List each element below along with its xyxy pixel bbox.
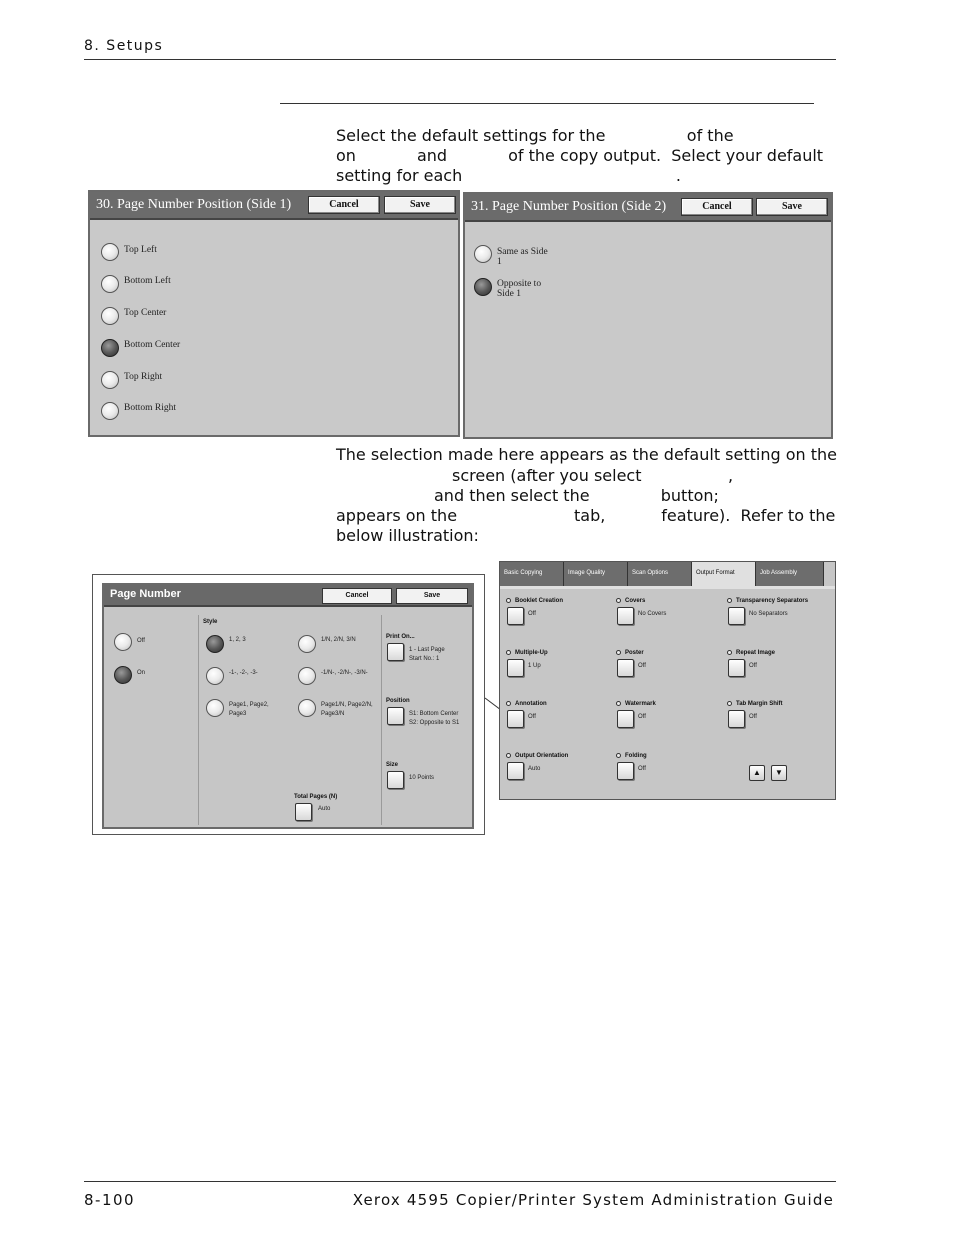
radio-style-5[interactable] (206, 699, 224, 717)
para2-line-3: and then select the button; (434, 486, 719, 505)
header-rule (84, 59, 836, 60)
size-button[interactable] (387, 771, 404, 789)
radio-style-4[interactable] (298, 667, 316, 685)
para2-line-5: below illustration: (336, 526, 479, 545)
pn-header (104, 585, 472, 607)
item-label: Multiple-Up (515, 650, 548, 656)
item-label: Folding (625, 753, 647, 759)
para2-line-2: screen (after you select , (452, 466, 734, 485)
style-label-1: 1, 2, 3 (229, 637, 246, 643)
para2-line-4: appears on the tab, feature). Refer to the (336, 506, 836, 525)
radio-label: Top Center (124, 308, 167, 318)
radio-bottom-center[interactable] (101, 339, 119, 357)
tab-margin-shift-button[interactable] (728, 710, 745, 728)
radio-bottom-left[interactable] (101, 275, 119, 293)
annotation-button[interactable] (507, 710, 524, 728)
radio-off[interactable] (114, 633, 132, 651)
tab-output-format[interactable]: Output Format (692, 562, 756, 586)
item-value: Auto (528, 766, 541, 772)
intro-line-2: on and of the copy output. Select your default (336, 146, 824, 165)
position-value-2: S2: Opposite to S1 (409, 720, 460, 726)
size-value: 10 Points (409, 775, 435, 781)
off-label: Off (137, 638, 145, 644)
print-on-label: Print On... (386, 634, 415, 640)
total-pages-value: Auto (318, 806, 331, 812)
item-value: No Covers (638, 611, 667, 617)
radio-style-2[interactable] (298, 635, 316, 653)
style-label-6a: Page1/N, Page2/N, (321, 702, 373, 708)
intro-line-3: setting for each . (336, 166, 681, 185)
status-dot (506, 701, 511, 706)
status-dot (727, 650, 732, 655)
page-number: 8-100 (84, 1191, 136, 1209)
page-number-position-side2-screen (463, 192, 833, 439)
item-value: 1 Up (528, 663, 541, 669)
radio-style-6[interactable] (298, 699, 316, 717)
screen-title: 31. Page Number Position (Side 2) (471, 199, 667, 214)
item-label: Watermark (625, 701, 656, 707)
tab-job-assembly[interactable]: Job Assembly (756, 562, 824, 586)
style-label-2: 1/N, 2/N, 3/N (321, 637, 356, 643)
save-button[interactable]: Save (756, 198, 828, 216)
item-label: Annotation (515, 701, 547, 707)
position-button[interactable] (387, 707, 404, 725)
radio-style-3[interactable] (206, 667, 224, 685)
total-pages-button[interactable] (295, 803, 312, 821)
radio-same-as-side1[interactable] (474, 245, 492, 263)
item-label: Booklet Creation (515, 598, 564, 604)
pn-title: Page Number (110, 588, 181, 600)
screen-title: 30. Page Number Position (Side 1) (96, 197, 292, 212)
style-label-5a: Page1, Page2, (229, 702, 269, 708)
style-label-4: -1/N-, -2/N-, -3/N- (321, 670, 368, 676)
divider (198, 615, 199, 825)
scroll-up-button[interactable]: ▲ (749, 765, 765, 781)
folding-button[interactable] (617, 762, 634, 780)
print-on-value-2: Start No.: 1 (409, 656, 440, 662)
status-dot (506, 650, 511, 655)
style-label: Style (203, 619, 218, 625)
footer-title: Xerox 4595 Copier/Printer System Administration Guide (352, 1191, 834, 1209)
radio-opposite-to-side1[interactable] (474, 278, 492, 296)
footer-rule (84, 1181, 836, 1182)
multiple-up-button[interactable] (507, 659, 524, 677)
status-dot (506, 598, 511, 603)
covers-button[interactable] (617, 607, 634, 625)
radio-label: Opposite to (497, 279, 542, 289)
item-label: Covers (625, 598, 646, 604)
status-dot (506, 753, 511, 758)
booklet-creation-button[interactable] (507, 607, 524, 625)
size-label: Size (386, 762, 399, 768)
item-value: Off (638, 663, 646, 669)
tab-strip-bg (500, 586, 835, 589)
cancel-button[interactable]: Cancel (681, 198, 753, 216)
scroll-down-button[interactable]: ▼ (771, 765, 787, 781)
para2-line-1: The selection made here appears as the default setting on the (336, 445, 838, 464)
radio-label: 1 (497, 257, 502, 267)
item-label: Output Orientation (515, 753, 569, 759)
radio-bottom-right[interactable] (101, 402, 119, 420)
section-rule (280, 103, 814, 104)
tab-basic-copying[interactable]: Basic Copying (500, 562, 564, 586)
style-label-3: -1-, -2-, -3- (229, 670, 258, 676)
status-dot (727, 701, 732, 706)
item-value: Off (749, 663, 757, 669)
output-format-screen (499, 561, 836, 800)
poster-button[interactable] (617, 659, 634, 677)
item-value: Off (528, 714, 536, 720)
item-value: Off (638, 766, 646, 772)
screen-header (465, 194, 831, 222)
radio-top-left[interactable] (101, 243, 119, 261)
radio-label: Bottom Left (124, 276, 171, 286)
radio-style-1[interactable] (206, 635, 224, 653)
repeat-image-button[interactable] (728, 659, 745, 677)
radio-label: Top Left (124, 245, 157, 255)
intro-line-1: Select the default settings for the of the (336, 126, 734, 145)
position-value-1: S1: Bottom Center (409, 711, 459, 717)
radio-label: Bottom Right (124, 403, 176, 413)
style-label-5b: Page3 (229, 711, 247, 717)
position-label: Position (386, 698, 410, 704)
style-label-6b: Page3/N (321, 711, 345, 717)
item-value: Off (528, 611, 536, 617)
cancel-button[interactable]: Cancel (308, 196, 380, 214)
item-value: Off (749, 714, 757, 720)
tab-scan-options[interactable]: Scan Options (628, 562, 692, 586)
item-value: Off (638, 714, 646, 720)
on-label: On (137, 670, 146, 676)
status-dot (616, 650, 621, 655)
item-label: Poster (625, 650, 644, 656)
status-dot (616, 701, 621, 706)
radio-top-right[interactable] (101, 371, 119, 389)
item-label: Transparency Separators (736, 598, 809, 604)
radio-on[interactable] (114, 666, 132, 684)
print-on-button[interactable] (387, 643, 404, 661)
save-button[interactable]: Save (396, 588, 468, 604)
running-head: 8. Setups (84, 38, 164, 54)
save-button[interactable]: Save (384, 196, 456, 214)
status-dot (616, 598, 621, 603)
radio-label: Bottom Center (124, 340, 181, 350)
page-number-position-side1-screen (88, 190, 460, 437)
output-orientation-button[interactable] (507, 762, 524, 780)
page-number-screen (102, 583, 474, 829)
screen-header (90, 192, 458, 220)
transparency-separators-button[interactable] (728, 607, 745, 625)
cancel-button[interactable]: Cancel (322, 588, 392, 604)
radio-label: Same as Side (497, 247, 548, 257)
total-pages-label: Total Pages (N) (294, 794, 338, 800)
radio-label: Top Right (124, 372, 163, 382)
item-value: No Separators (749, 611, 788, 617)
radio-label: Side 1 (497, 289, 522, 299)
radio-top-center[interactable] (101, 307, 119, 325)
divider (381, 615, 382, 825)
status-dot (727, 598, 732, 603)
tab-image-quality[interactable]: Image Quality (564, 562, 628, 586)
item-label: Tab Margin Shift (736, 701, 783, 707)
watermark-button[interactable] (617, 710, 634, 728)
print-on-value-1: 1 - Last Page (409, 647, 445, 653)
item-label: Repeat Image (736, 650, 776, 656)
status-dot (616, 753, 621, 758)
